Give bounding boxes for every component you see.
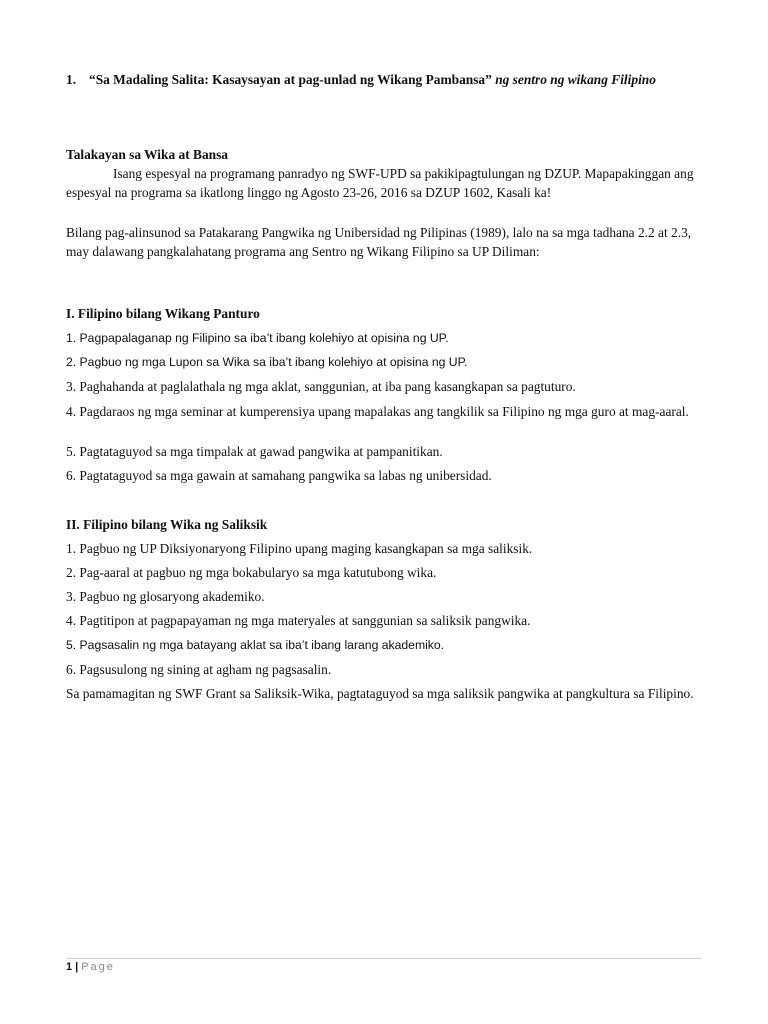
intro-paragraph: Isang espesyal na programang panradyo ng SWF-UPD sa pakikipagtulungan ng DZUP. Mapapakinggan ang espesyal na programa sa ikatlong linggo ng Agosto 23-26, 2016 sa DZUP 1602, Kasali ka! — [66, 166, 694, 200]
part1-item: 1. Pagpapalaganap ng Filipino sa iba’t ibang kolehiyo at opisina ng UP. — [66, 331, 449, 345]
part2-item: 3. Pagbuo ng glosaryong akademiko. — [66, 589, 265, 604]
footer-page-number: 1 — [66, 961, 73, 973]
part2-item: 6. Pagsusulong ng sining at agham ng pagsasalin. — [66, 662, 332, 677]
heading-text — [89, 70, 701, 89]
footer-separator: | — [75, 961, 79, 973]
heading-title: “Sa Madaling Salita: Kasaysayan at pag-unlad ng Wikang Pambansa” — [89, 72, 492, 87]
part2-item: 4. Pagtitipon at pagpapayaman ng mga materyales at sanggunian sa saliksik pangwika. — [66, 613, 531, 628]
section-title: Talakayan sa Wika at Bansa — [66, 147, 228, 162]
part1-item: 3. Paghahanda at paglalathala ng mga aklat, sanggunian, at iba pang kasangkapan sa pagtuturo. — [66, 379, 576, 394]
heading-subtitle: ng sentro ng wikang Filipino — [495, 72, 656, 87]
part1-item: 4. Pagdaraos ng mga seminar at kumperensiya upang mapalakas ang tangkilik sa Filipino ng mga guro at mag-aaral. — [66, 404, 689, 419]
heading-number: 1. — [66, 72, 77, 87]
part2-title: II. Filipino bilang Wika ng Saliksik — [66, 517, 268, 532]
part1-title: I. Filipino bilang Wikang Panturo — [66, 306, 260, 321]
part1-item: 2. Pagbuo ng mga Lupon sa Wika sa iba’t ibang kolehiyo at opisina ng UP. — [66, 355, 468, 369]
footer-divider — [66, 958, 702, 959]
part1-item: 5. Pagtataguyod sa mga timpalak at gawad pangwika at pampanitikan. — [66, 444, 443, 459]
part2-closing: Sa pamamagitan ng SWF Grant sa Saliksik-Wika, pagtataguyod sa mga saliksik pangwika at pangkultura sa Filipino. — [66, 686, 694, 701]
part2-item: 2. Pag-aaral at pagbuo ng mga bokabularyo sa mga katutubong wika. — [66, 565, 437, 580]
part1-item: 6. Pagtataguyod sa mga gawain at samahang pangwika sa labas ng unibersidad. — [66, 468, 492, 483]
part2-item: 5. Pagsasalin ng mga batayang aklat sa iba’t ibang larang akademiko. — [66, 638, 445, 652]
page-footer — [66, 960, 115, 974]
part2-item: 1. Pagbuo ng UP Diksiyonaryong Filipino upang maging kasangkapan sa mga saliksik. — [66, 541, 533, 556]
context-paragraph: Bilang pag-alinsunod sa Patakarang Pangwika ng Unibersidad ng Pilipinas (1989), lalo na sa mga tadhana 2.2 at 2.3, may dalawang pangkalahatang programa ang Sentro ng Wikang Filipino sa UP Diliman: — [66, 225, 692, 259]
footer-page-word: Page — [81, 961, 115, 973]
